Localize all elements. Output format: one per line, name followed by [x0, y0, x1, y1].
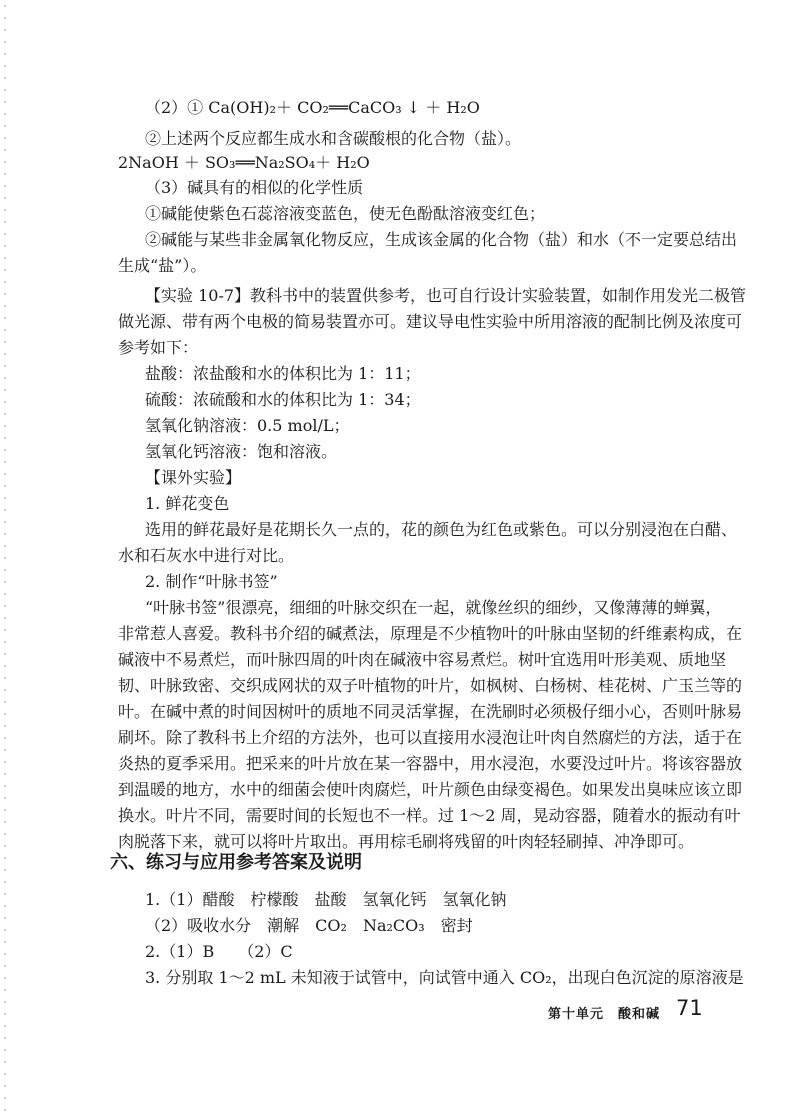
section-heading: 六、练习与应用参考答案及说明 [110, 852, 362, 873]
text-line: ②碱能与某些非金属氧化物反应，生成该金属的化合物（盐）和水（不一定要总结出 [145, 230, 738, 249]
text-line: 1. 鲜花变色 [145, 494, 230, 513]
text-line: 选用的鲜花最好是花期长久一点的，花的颜色为红色或紫色。可以分别浸泡在白醋、 [145, 520, 738, 539]
answer-line: 2.（1）B （2）C [145, 942, 293, 961]
text-line: 2NaOH ＋ SO₃══Na₂SO₄＋ H₂O [118, 153, 370, 172]
answer-line: 3. 分别取 1～2 mL 未知液于试管中，向试管中通入 CO₂，出现白色沉淀的原溶液是 [145, 968, 744, 987]
text-line: 肉脱落下来，就可以将叶片取出。再用棕毛刷将残留的叶肉轻轻刷掉、冲净即可。 [118, 832, 695, 851]
text-line: 氢氧化钙溶液：饱和溶液。 [145, 442, 338, 461]
text-line: 盐酸：浓盐酸和水的体积比为 1：11； [145, 364, 421, 383]
text-line: 刷坏。除了教科书上介绍的方法外，也可以直接用水浸泡让叶肉自然腐烂的方法，适于在 [118, 728, 743, 747]
text-line: 碱液中不易煮烂，而叶脉四周的叶肉在碱液中容易煮烂。树叶宜选用叶形美观、质地坚 [118, 650, 727, 669]
text-line: 非常惹人喜爱。教科书介绍的碱煮法，原理是不少植物叶的叶脉由坚韧的纤维素构成，在 [118, 624, 743, 643]
text-line: “叶脉书签”很漂亮，细细的叶脉交织在一起，就像丝织的细纱，又像薄薄的蝉翼， [145, 598, 722, 617]
text-line: 水和石灰水中进行对比。 [118, 546, 295, 565]
text-line: 叶。在碱中煮的时间因树叶的质地不同灵活掌握，在洗刷时必须极仔细小心，否则叶脉易 [118, 702, 743, 721]
text-line: 氢氧化钠溶液：0.5 mol/L； [145, 416, 350, 435]
text-line: ②上述两个反应都生成水和含碳酸根的化合物（盐）。 [145, 129, 522, 148]
text-line: 硫酸：浓硫酸和水的体积比为 1：34； [145, 390, 421, 409]
text-line: 【实验 10-7】教科书中的装置供参考，也可自行设计实验装置，如制作用发光二极管 [145, 286, 747, 305]
footer-unit-title: 第十单元 酸和碱 [548, 1007, 661, 1022]
text-line: ①碱能使紫色石蕊溶液变蓝色，使无色酚酞溶液变红色； [145, 204, 546, 223]
text-line: 到温暖的地方，水中的细菌会使叶肉腐烂，叶片颜色由绿变褐色。如果发出臭味应该立即 [118, 780, 743, 799]
text-line: 参考如下： [118, 338, 199, 357]
answer-line: 1.（1）醋酸 柠檬酸 盐酸 氢氧化钙 氢氧化钠 [145, 890, 507, 909]
scan-edge [4, 0, 6, 1119]
answer-line: （2）吸收水分 潮解 CO₂ Na₂CO₃ 密封 [145, 916, 473, 935]
text-line: 韧、叶脉致密、交织成网状的双子叶植物的叶片，如枫树、白杨树、桂花树、广玉兰等的 [118, 676, 743, 695]
text-line: 【课外实验】 [145, 468, 242, 487]
text-line: 换水。叶片不同，需要时间的长短也不一样。过 1～2 周，晃动容器，随着水的振动有叶 [118, 806, 741, 825]
text-line: 做光源、带有两个电极的简易装置亦可。建议导电性实验中所用溶液的配制比例及浓度可 [118, 312, 743, 331]
page-number: 71 [676, 996, 703, 1020]
text-line: 生成“盐”）。 [118, 256, 207, 275]
text-line: 炎热的夏季采用。把采来的叶片放在某一容器中，用水浸泡，水要没过叶片。将该容器放 [118, 754, 743, 773]
text-line: 2. 制作“叶脉书签” [145, 572, 278, 591]
text-line: （2）① Ca(OH)₂＋ CO₂══CaCO₃ ↓ ＋ H₂O [145, 98, 480, 117]
text-line: （3）碱具有的相似的化学性质 [145, 178, 364, 197]
